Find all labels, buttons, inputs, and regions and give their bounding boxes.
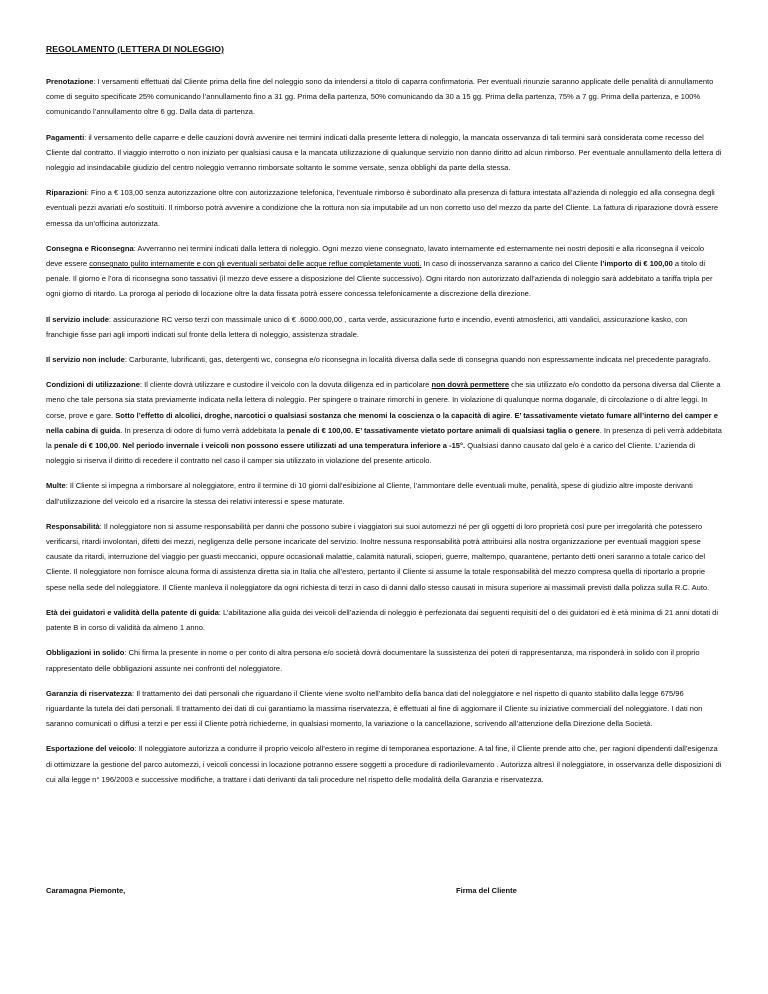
section-riservatezza — [46, 686, 722, 732]
section-text: : L’abilitazione alla guida dei veicoli dell’azienda di noleggio è perfezionata dai seguenti requisiti del o dei guidatori ed è età minima di 21 anni dotati di patente B in corso di validità da almeno 1 anno. — [46, 607, 719, 633]
section-text: : I versamenti effettuati dal Cliente prima della fine del noleggio sono da intendersi a titolo di caparra confirmatoria. Per eventuali rinunzie saranno applicate delle penalità di annullamento come di seguito specificate 25% comunicando l’annullamento fino a 31 gg. Prima della partenza, 50% comunicando da 30 a 15 gg. Prima della partenza, 75% a 7 gg. Prima della partenza, e 100% comunicando l’annullamento oltre 6 gg. Dalla data di partenza. — [46, 77, 714, 117]
section-esportazione — [46, 741, 722, 787]
section-text: . In presenza di peli verrà addebitata la — [46, 425, 722, 451]
section-condizioni — [46, 377, 722, 468]
section-text: a titolo di penale. Il giorno e l’ora di riconsegna sono tassativi (il mezzo deve essere a disposizione del Cliente successivo). Ogni ritardo non autorizzato dall’azienda di noleggio sarà addebitato a tariffa tripla per ogni giorno di ritardo. La proroga al periodo di locazione oltre la data fissata potrà essere concessa telefonicamente a discrezione della direzione. — [46, 259, 713, 299]
section-text: : Il cliente dovrà utilizzare e custodire il veicolo con la dovuta diligenza ed in particolare — [139, 380, 432, 390]
section-riparazioni — [46, 185, 722, 231]
section-label: Obbligazioni in solido — [46, 648, 125, 658]
bold-text: E’ tassativamente vietato fumare all’interno del camper e nella cabina di guida — [46, 410, 718, 435]
section-obbligazioni — [46, 645, 722, 675]
section-text: : Il noleggiatore autorizza a condurre il proprio veicolo all’estero in regime di temporanea esportazione. A tal fine, il Cliente prende atto che, per ragioni dipendenti dall’esigenza di ottimizzare la gestione del parco automezzi, i veicoli concessi in locazione potranno essere soggetti a procedure di radiorilevamento . Autorizza altresì il noleggiatore, in osservanza delle disposizioni di cui alla legge n° 196/2003 e successive modifiche, a trattare i dati derivanti da tali procedure nel rispetto delle modalità della Garanzia e riservatezza. — [46, 744, 722, 784]
section-label: Esportazione del veicolo — [46, 744, 135, 754]
client-signature-label: Firma del Cliente — [456, 886, 517, 895]
bold-text: penale di € 100,00 — [53, 441, 119, 451]
section-text: . — [510, 410, 515, 420]
section-prenotazione — [46, 74, 722, 120]
underlined-text: consegnato pulito internamente e con gli eventuali serbatoi delle acque reflue completamente vuoti. — [89, 259, 422, 269]
section-text: : Fino a € 103,00 senza autorizzazione oltre con autorizzazione telefonica, l’eventuale rimborso è subordinato alla presenza di fattura intestata all’azienda di noleggio ed alla consegna degli eventuali pezzi avariati e/o sostituiti. Il rimborso potrà avvenire a condizione che la rottura non sia imputabile ad un non corretto uso del mezzo da parte del Cliente. La fattura di riparazione dovrà essere emessa da un’officina autorizzata. — [46, 188, 719, 228]
section-label: Consegna e Riconsegna — [46, 243, 134, 253]
document-title: REGOLAMENTO (LETTERA DI NOLEGGIO) — [46, 44, 225, 54]
section-label: Età dei guidatori e validità della patente di guida — [46, 607, 219, 617]
section-text: : Carburante, lubrificanti, gas, detergenti wc, consegna e/o riconsegna in località diversa dalla sede di consegna quando non espressamente indicata nel precedente paragrafo. — [124, 355, 711, 365]
bold-text: penale di € 100,00. E’ tassativamente vietato portare animali di qualsiasi taglia o genere — [286, 425, 600, 435]
section-label: Prenotazione — [46, 77, 94, 86]
section-pagamenti — [46, 130, 722, 176]
bold-text: l’importo di € 100,00 — [600, 259, 673, 269]
section-text: : Il Cliente si impegna a rimborsare al noleggiatore, entro il termine di 10 giorni dall’esibizione al Cliente, l’ammontare delle eventuali multe, penalità, spese di giudizio altre imposte derivanti dall’utilizzazione del veicolo ed a risarcire la stessa dei relativi interessi e spese maturate. — [46, 481, 693, 506]
section-text: : Il trattamento dei dati personali che riguardano il Cliente viene svolto nell’ambito della banca dati del noleggiatore e nel rispetto di quanto stabilito dalla legge 675/96 riguardante la tutela dei dati personali. Il trattamento dei dati di cui garantiamo la massima riservatezza, è effettuati al fine di aggiornare il Cliente su iniziative commerciali del noleggiatore. I dati non saranno comunicati o diffusi a terzi e per essi il Cliente potrà richiederne, in qualsiasi momento, la variazione o la cancellazione, scrivendo all’attenzione della Direzione della Società. — [46, 688, 703, 729]
bold-underlined-text: non dovrà permettere — [431, 380, 510, 390]
section-eta-guidatori — [46, 605, 722, 635]
section-text: . In presenza di odore di fumo verrà addebitata la — [120, 425, 287, 435]
section-servizio-include — [46, 312, 722, 342]
signature-place: Caramagna Piemonte, — [46, 886, 126, 895]
section-multe — [46, 478, 722, 508]
section-label: Multe — [46, 481, 66, 491]
section-text: : Avverranno nei termini indicati dalla lettera di noleggio. Ogni mezzo viene consegnato, lavato internamente ed esternamente nei nostri depositi e alla riconsegna il veicolo deve essere — [46, 243, 705, 269]
section-text: In caso di inosservanza saranno a carico del Cliente — [421, 259, 601, 269]
section-label: Riparazioni — [46, 188, 87, 198]
document-body — [46, 36, 722, 797]
section-text: Qualsiasi danno causato dal gelo è a carico del Cliente. L’azienda di noleggio si riserva il diritto di recedere il contratto nel caso il camper sia utilizzato in violazione del presente articolo. — [46, 441, 696, 466]
section-text: . — [118, 441, 123, 451]
bold-text: Sotto l’effetto di alcolici, droghe, narcotici o qualsiasi sostanza che menomi la coscienza o la capacità di agire — [115, 410, 511, 420]
section-text: : Chi firma la presente in nome o per conto di altra persona e/o società dovrà documentare la sussistenza dei poteri di rappresentanza, ma risponderà in solido con il proprio rappresentato delle obbligazioni assunte nei confronti del noleggiatore. — [46, 648, 700, 673]
section-servizio-non-include — [46, 352, 722, 367]
section-label: Responsabilità — [46, 521, 100, 531]
section-label: Il servizio include — [46, 314, 109, 324]
section-label: Garanzia di riservatezza — [46, 688, 132, 698]
section-label: Condizioni di utilizzazione — [46, 380, 140, 390]
section-responsabilita — [46, 519, 722, 595]
bold-text: Nel periodo invernale i veicoli non possono essere utilizzati ad una temperatura inferiore a -15°. — [122, 441, 466, 451]
section-text: : assicurazione RC verso terzi con massimale unico di € .6000.000,00 , carta verde, assicurazione furto e incendio, eventi atmosferici, atti vandalici, assicurazione kasko, con franchigie fisse pari agli importi indicati sul fronte della lettera di noleggio, assistenza stradale. — [46, 314, 688, 339]
section-text: : il versamento delle caparre e delle cauzioni dovrà avvenire nei termini indicati dalla presente lettera di noleggio, la mancata osservanza di tali termini sarà considerata come recesso del Cliente dal contratto. Il viaggio interrotto o non iniziato per qualsiasi causa e la mancata utilizzazione di qualunque servizio non danno diritto ad alcun rimborso. Per eventuale annullamento della lettera di noleggio ad insindacabile giudizio del centro noleggio verranno rimborsate soltanto le somme versate, senza obblighi da parte della stessa. — [46, 132, 722, 173]
section-label: Il servizio non include — [46, 355, 125, 365]
section-text: che sia utilizzato e/o condotto da persona diversa dal Cliente a meno che tale persona sia stata previamente indicata nella lettera di noleggio. Per spingere o trainare rimorchi in genere. In violazione di qualunque norma doganale, di circolazione o di altre leggi. In corse, prove e gare. — [46, 380, 721, 420]
section-consegna — [46, 241, 722, 302]
section-label: Pagamenti — [46, 132, 85, 142]
section-text: : Il noleggiatore non si assume responsabilità per danni che possono subire i viaggiatori sui suoi automezzi né per gli oggetti di loro proprietà così pure per irregolarità che potessero verificarsi, ritardi involontari, difetti dei mezzi, negligenza delle persone incaricate del servizio. Inoltre nessuna responsabilità potrà attribuirsi alla nostra organizzazione per eventuali maggiori spese causate da ritardi, interruzione del viaggio per guasti meccanici, oppure occasionali malattie, calamità naturali, scioperi, guerre, maltempo, quarantene, pertanto detti oneri saranno a totale carico del Cliente. Il noleggiatore non fornisce alcuna forma di assistenza diretta sia in Italia che all’estero, pertanto il Cliente si assume la totale responsabilità del mezzo compresa quella di riportarlo a proprie spese nella sede del noleggiatore. Il Cliente manleva il noleggiatore da ogni richiesta di terzi in caso di danni dallo stesso causati in misura superiore ai massimali previsti dalla polizza sulla R.C. Auto. — [46, 521, 710, 592]
